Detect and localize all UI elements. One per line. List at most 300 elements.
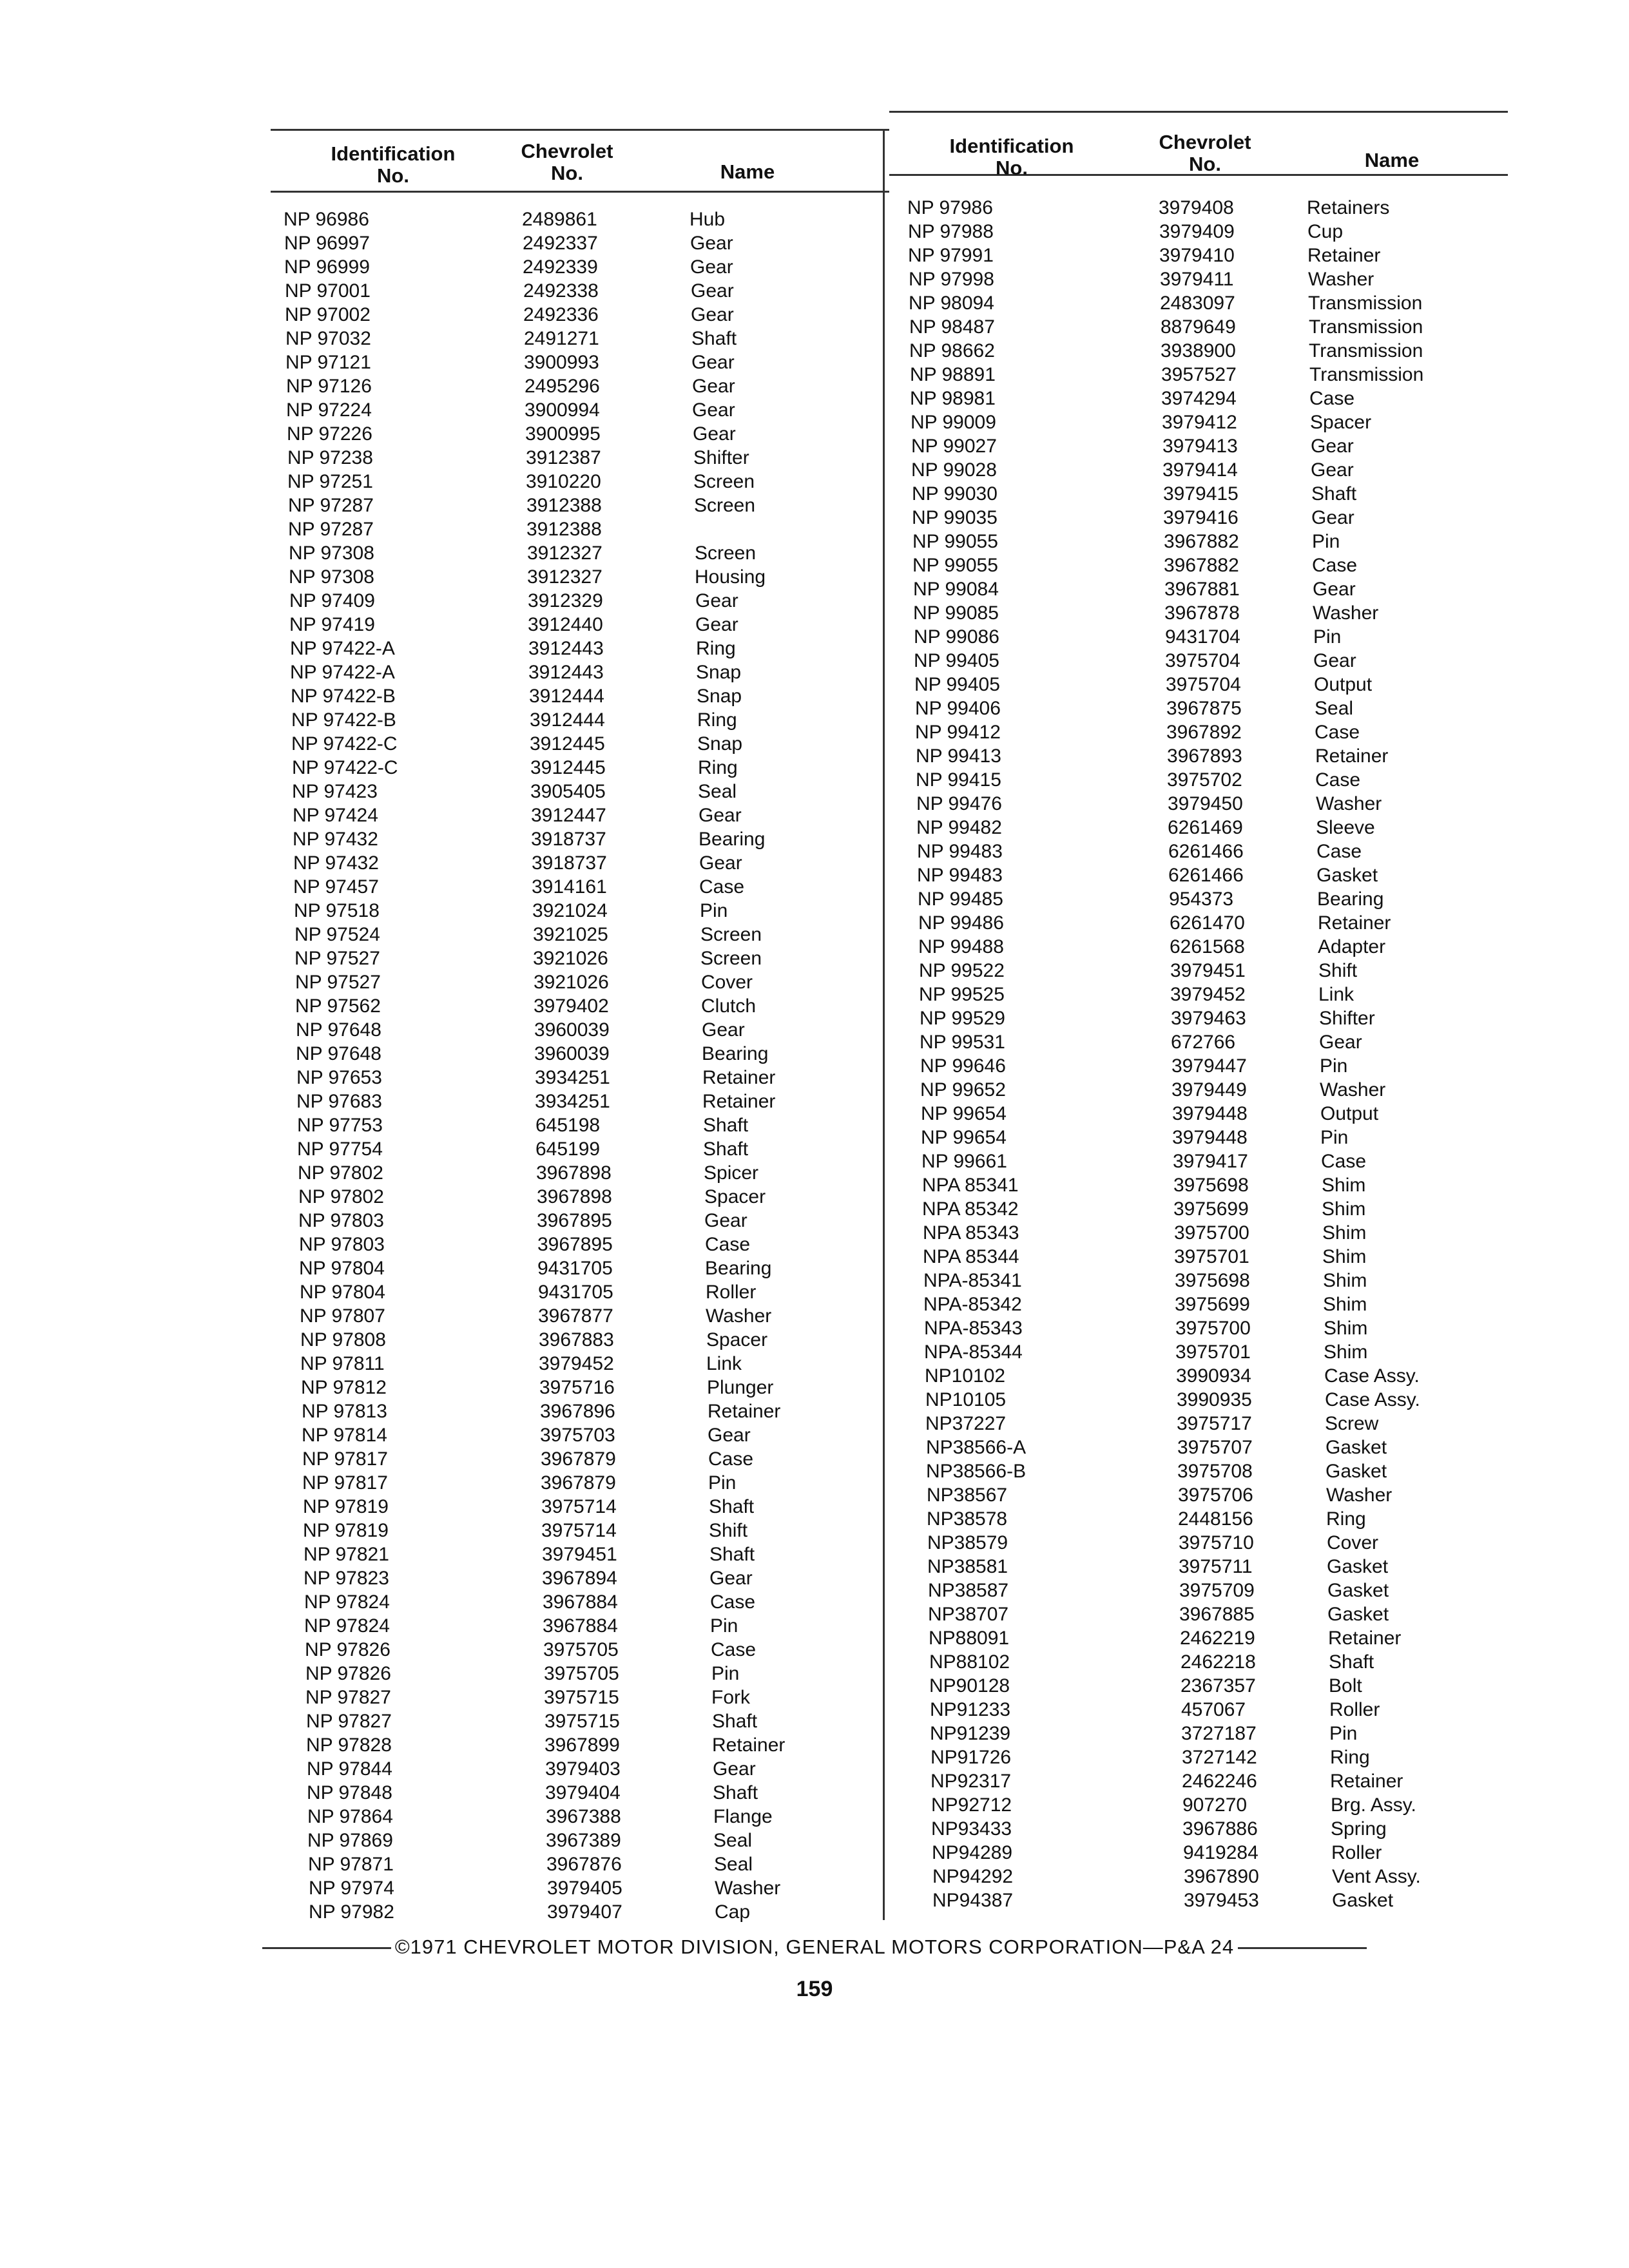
cell-chev: 3975702 — [1167, 769, 1242, 791]
cell-name: Gear — [692, 376, 735, 397]
table-row — [284, 231, 863, 255]
cell-id: NP 99646 — [920, 1055, 1006, 1077]
table-row — [907, 530, 1487, 553]
cell-id: NP 99415 — [916, 769, 1001, 791]
table-row — [907, 1221, 1487, 1245]
footer-right-line — [1238, 1947, 1367, 1949]
left-name-header — [696, 161, 799, 183]
table-row — [907, 506, 1487, 530]
cell-chev: 3979413 — [1162, 436, 1238, 457]
table-row — [284, 1614, 863, 1638]
cell-id: NP 97998 — [909, 269, 994, 290]
cell-name: Case — [1315, 722, 1360, 743]
cell-id: NP94387 — [932, 1890, 1014, 1911]
cell-name: Shift — [709, 1520, 748, 1541]
table-row — [907, 1459, 1487, 1483]
cell-id: NP 97422-C — [292, 757, 398, 778]
table-row — [284, 1471, 863, 1495]
table-row — [284, 1137, 863, 1161]
cell-chev: 6261568 — [1170, 936, 1245, 957]
table-row — [284, 398, 863, 422]
table-row — [907, 697, 1487, 720]
cell-id: NP 99086 — [914, 626, 999, 648]
cell-id: NP 97826 — [305, 1639, 390, 1660]
cell-chev: 3900995 — [525, 423, 601, 445]
cell-chev: 3975710 — [1179, 1532, 1254, 1553]
cell-id: NP 97527 — [294, 948, 380, 969]
right-name-header — [1340, 149, 1443, 171]
cell-id: NP38567 — [927, 1485, 1008, 1506]
cell-chev: 3912388 — [526, 495, 602, 516]
cell-name: Output — [1314, 674, 1373, 695]
cell-chev: 3979409 — [1159, 221, 1235, 242]
table-row — [907, 1078, 1487, 1102]
table-row — [284, 303, 863, 327]
cell-chev: 3938900 — [1161, 340, 1236, 361]
table-row — [907, 1674, 1487, 1698]
cell-chev: 3967882 — [1164, 531, 1239, 552]
table-row — [284, 732, 863, 756]
cell-name: Bearing — [699, 829, 766, 850]
cell-id: NP92317 — [930, 1771, 1012, 1792]
cell-id: NP 97986 — [907, 197, 993, 218]
table-row — [907, 673, 1487, 697]
cell-id: NP 97409 — [289, 590, 375, 611]
cell-name: Cover — [701, 972, 753, 993]
table-row — [284, 1495, 863, 1519]
cell-name: Shim — [1322, 1222, 1367, 1244]
cell-chev: 3979407 — [547, 1901, 622, 1923]
cell-chev: 3975700 — [1174, 1222, 1249, 1244]
cell-id: NP 97864 — [307, 1806, 393, 1827]
cell-name: Washer — [1308, 269, 1374, 290]
cell-chev: 3975701 — [1174, 1246, 1249, 1267]
cell-chev: 3921026 — [533, 948, 608, 969]
table-row — [284, 422, 863, 446]
cell-name: Case — [708, 1448, 754, 1470]
table-row — [284, 255, 863, 279]
cell-chev: 3967878 — [1164, 602, 1240, 624]
cell-chev: 3921024 — [532, 900, 608, 921]
cell-id: NP 97423 — [292, 781, 378, 802]
table-row — [284, 589, 863, 613]
cell-chev: 6261470 — [1170, 912, 1245, 934]
table-row — [907, 625, 1487, 649]
left-name-header-text: Name — [720, 160, 775, 183]
table-row — [284, 541, 863, 565]
cell-id: NPA 85342 — [922, 1198, 1019, 1220]
table-row — [907, 983, 1487, 1006]
table-row — [907, 1149, 1487, 1173]
cell-chev: 3979410 — [1159, 245, 1235, 266]
cell-chev: 3967890 — [1184, 1866, 1259, 1887]
cell-name: Sleeve — [1316, 817, 1375, 838]
cell-name: Shim — [1324, 1341, 1368, 1363]
cell-name: Gear — [695, 614, 738, 635]
cell-id: NP94289 — [932, 1842, 1013, 1863]
cell-name: Ring — [696, 638, 736, 659]
cell-chev: 3967894 — [542, 1568, 617, 1589]
cell-id: NP 97802 — [298, 1162, 383, 1184]
cell-id: NPA 85341 — [922, 1175, 1019, 1196]
cell-chev: 3967893 — [1167, 745, 1242, 767]
cell-id: NP 97848 — [307, 1782, 392, 1803]
table-row — [284, 1256, 863, 1280]
table-row — [284, 1781, 863, 1805]
cell-id: NP 99654 — [921, 1103, 1007, 1124]
cell-chev: 3975700 — [1175, 1318, 1251, 1339]
cell-id: NP88091 — [929, 1628, 1010, 1649]
table-row — [284, 947, 863, 970]
cell-chev: 2367357 — [1181, 1675, 1256, 1696]
table-row — [284, 1423, 863, 1447]
cell-chev: 3967876 — [546, 1854, 622, 1875]
cell-chev: 3967884 — [543, 1615, 618, 1637]
cell-name: Output — [1320, 1103, 1379, 1124]
cell-chev: 6261466 — [1168, 865, 1244, 886]
cell-chev: 3979417 — [1173, 1151, 1248, 1172]
cell-chev: 3975717 — [1177, 1413, 1252, 1434]
cell-chev: 3975703 — [540, 1425, 615, 1446]
cell-id: NP 97562 — [295, 995, 381, 1017]
table-row — [284, 1066, 863, 1090]
cell-id: NP 99483 — [917, 841, 1003, 862]
table-row — [284, 1018, 863, 1042]
cell-chev: 954373 — [1169, 889, 1234, 910]
cell-chev: 3967886 — [1182, 1818, 1258, 1840]
cell-name: Screw — [1325, 1413, 1379, 1434]
cell-name: Cup — [1307, 221, 1344, 242]
cell-id: NP 98094 — [909, 293, 994, 314]
cell-id: NP91233 — [930, 1699, 1011, 1720]
cell-id: NP38587 — [928, 1580, 1009, 1601]
cell-id: NPA 85344 — [923, 1246, 1019, 1267]
cell-chev: 3975704 — [1166, 674, 1241, 695]
cell-chev: 3967881 — [1164, 579, 1240, 600]
cell-id: NP92712 — [931, 1794, 1012, 1816]
cell-name: Seal — [698, 781, 737, 802]
cell-id: NP38566-B — [926, 1461, 1027, 1482]
cell-name: Shaft — [1329, 1651, 1374, 1673]
table-row — [284, 1876, 863, 1900]
cell-chev: 8879649 — [1161, 316, 1236, 338]
cell-id: NP 97457 — [293, 876, 379, 898]
cell-name: Gear — [692, 399, 735, 421]
table-row — [284, 351, 863, 374]
cell-name: Pin — [708, 1472, 737, 1494]
cell-chev: 3727142 — [1182, 1747, 1257, 1768]
cell-chev: 3979452 — [1170, 984, 1246, 1005]
cell-chev: 2492336 — [523, 304, 599, 325]
cell-chev: 6261469 — [1168, 817, 1243, 838]
cell-name: Pin — [1329, 1723, 1358, 1744]
cell-name: Bearing — [1317, 889, 1384, 910]
cell-name: Shifter — [1319, 1008, 1375, 1029]
cell-chev: 3975711 — [1179, 1556, 1253, 1577]
cell-id: NP 96986 — [284, 209, 369, 230]
cell-chev: 3967885 — [1179, 1604, 1255, 1625]
cell-name: Pin — [1312, 531, 1340, 552]
table-row — [907, 220, 1487, 244]
cell-chev: 3979451 — [1170, 960, 1246, 981]
table-row — [284, 374, 863, 398]
cell-name: Gasket — [1327, 1556, 1389, 1577]
cell-chev: 3967875 — [1166, 698, 1242, 719]
cell-chev: 3990935 — [1177, 1389, 1252, 1410]
cell-chev: 3974294 — [1161, 388, 1237, 409]
table-row — [907, 792, 1487, 816]
table-row — [284, 1161, 863, 1185]
table-row — [284, 494, 863, 517]
cell-chev: 3900994 — [525, 399, 600, 421]
cell-chev: 3975716 — [539, 1377, 615, 1398]
cell-chev: 3967898 — [537, 1186, 612, 1207]
cell-name: Gasket — [1325, 1461, 1387, 1482]
cell-chev: 3967884 — [543, 1591, 618, 1613]
cell-id: NP 97432 — [293, 829, 378, 850]
cell-id: NP 97287 — [288, 519, 374, 540]
cell-id: NP 97126 — [286, 376, 372, 397]
cell-name: Link — [1318, 984, 1354, 1005]
cell-id: NP 97819 — [303, 1520, 389, 1541]
cell-id: NP 97287 — [288, 495, 374, 516]
cell-id: NP 99406 — [915, 698, 1001, 719]
table-row — [907, 1364, 1487, 1388]
table-row — [907, 840, 1487, 863]
cell-chev: 3900993 — [524, 352, 599, 373]
table-row — [907, 244, 1487, 267]
cell-chev: 3912444 — [529, 686, 604, 707]
table-row — [907, 1412, 1487, 1436]
cell-id: NP 96997 — [284, 233, 370, 254]
table-row — [284, 613, 863, 637]
table-row — [907, 1745, 1487, 1769]
cell-id: NP10105 — [925, 1389, 1007, 1410]
cell-chev: 3967899 — [545, 1735, 620, 1756]
cell-id: NP 99661 — [921, 1151, 1007, 1172]
cell-name: Cover — [1327, 1532, 1379, 1553]
cell-name: Retainer — [1307, 245, 1381, 266]
table-row — [907, 1555, 1487, 1579]
cell-chev: 3912440 — [528, 614, 603, 635]
cell-id: NP 97804 — [300, 1282, 385, 1303]
cell-name: Washer — [1320, 1079, 1386, 1100]
cell-name: Spicer — [704, 1162, 759, 1184]
cell-name: Gasket — [1327, 1604, 1389, 1625]
cell-name: Gasket — [1327, 1580, 1389, 1601]
table-row — [907, 1817, 1487, 1841]
cell-chev: 3967895 — [537, 1210, 612, 1231]
cell-id: NP 97817 — [302, 1472, 388, 1494]
cell-chev: 3912445 — [530, 733, 605, 754]
cell-id: NP 97308 — [289, 566, 374, 588]
cell-chev: 3912444 — [530, 709, 605, 731]
table-row — [907, 720, 1487, 744]
cell-chev: 3990934 — [1176, 1365, 1251, 1387]
cell-name: Adapter — [1318, 936, 1386, 957]
table-row — [907, 482, 1487, 506]
cell-chev: 2462246 — [1182, 1771, 1257, 1792]
table-row — [284, 1519, 863, 1542]
table-row — [907, 196, 1487, 220]
table-row — [284, 1900, 863, 1924]
table-row — [284, 827, 863, 851]
cell-name: Shaft — [709, 1496, 755, 1517]
table-row — [907, 315, 1487, 339]
table-row — [907, 935, 1487, 959]
cell-id: NP 97991 — [908, 245, 994, 266]
right-chev-header — [1141, 131, 1269, 175]
cell-id: NP 97821 — [304, 1544, 389, 1565]
cell-name: Bearing — [705, 1258, 772, 1279]
table-row — [284, 708, 863, 732]
cell-id: NP 97823 — [304, 1568, 389, 1589]
cell-name: Pin — [711, 1663, 740, 1684]
cell-name: Bearing — [702, 1043, 769, 1064]
cell-chev: 3975715 — [544, 1687, 619, 1708]
cell-chev: 3967895 — [537, 1234, 613, 1255]
table-row — [284, 1399, 863, 1423]
cell-id: NP 97251 — [287, 471, 373, 492]
cell-chev: 3975705 — [544, 1663, 619, 1684]
cell-id: NP38581 — [927, 1556, 1008, 1577]
table-row — [907, 1531, 1487, 1555]
cell-chev: 3912447 — [531, 805, 606, 826]
cell-id: NP 99652 — [920, 1079, 1006, 1100]
cell-name: Retainer — [702, 1091, 776, 1112]
left-chev-header — [503, 140, 631, 184]
cell-id: NP38566-A — [926, 1437, 1027, 1458]
cell-chev: 3979405 — [547, 1878, 622, 1899]
cell-name: Gear — [708, 1425, 751, 1446]
cell-name: Gear — [699, 805, 742, 826]
cell-id: NP 99027 — [911, 436, 997, 457]
table-row — [907, 363, 1487, 387]
cell-name: Washer — [1313, 602, 1379, 624]
table-row — [284, 1042, 863, 1066]
table-row — [907, 1507, 1487, 1531]
cell-name: Pin — [1320, 1127, 1349, 1148]
cell-id: NP 99525 — [919, 984, 1005, 1005]
cell-id: NP 97869 — [307, 1830, 393, 1851]
table-row — [284, 1185, 863, 1209]
table-row — [284, 1352, 863, 1376]
cell-name: Gear — [695, 590, 738, 611]
table-row — [907, 1293, 1487, 1316]
cell-chev: 3912443 — [528, 662, 604, 683]
cell-id: NP 97527 — [295, 972, 381, 993]
cell-name: Shim — [1322, 1175, 1366, 1196]
cell-name: Gear — [699, 852, 742, 874]
cell-id: NP 98891 — [910, 364, 996, 385]
cell-id: NP 99009 — [911, 412, 996, 433]
table-row — [284, 565, 863, 589]
cell-name: Plunger — [707, 1377, 774, 1398]
cell-chev: 3979415 — [1163, 483, 1239, 505]
table-row — [907, 1245, 1487, 1269]
table-row — [284, 1304, 863, 1328]
cell-chev: 3975699 — [1175, 1294, 1250, 1315]
right-name-header-text: Name — [1364, 149, 1420, 171]
cell-chev: 2495296 — [525, 376, 600, 397]
cell-chev: 645199 — [535, 1139, 601, 1160]
cell-name: Case — [1316, 841, 1362, 862]
cell-id: NP 97648 — [296, 1019, 381, 1041]
cell-chev: 907270 — [1182, 1794, 1248, 1816]
cell-name: Shaft — [703, 1139, 749, 1160]
cell-id: NP 97518 — [294, 900, 380, 921]
cell-name: Gear — [691, 352, 735, 373]
cell-name: Washer — [706, 1305, 772, 1327]
cell-id: NP 99412 — [915, 722, 1001, 743]
cell-name: Pin — [1320, 1055, 1348, 1077]
table-row — [284, 1757, 863, 1781]
cell-chev: 3975707 — [1177, 1437, 1253, 1458]
column-divider — [883, 129, 885, 1920]
cell-name: Retainer — [712, 1735, 786, 1756]
cell-id: NP 97226 — [287, 423, 372, 445]
table-row — [907, 768, 1487, 792]
footer-left-line — [262, 1947, 391, 1949]
table-row — [907, 577, 1487, 601]
table-row — [907, 744, 1487, 768]
cell-id: NP 97827 — [305, 1687, 391, 1708]
cell-id: NP 99413 — [916, 745, 1001, 767]
table-row — [907, 1054, 1487, 1078]
cell-id: NP 97826 — [305, 1663, 391, 1684]
cell-name: Clutch — [701, 995, 757, 1017]
cell-id: NP 97827 — [306, 1711, 392, 1732]
table-row — [284, 470, 863, 494]
cell-chev: 3979402 — [534, 995, 609, 1017]
cell-name: Ring — [1326, 1508, 1366, 1530]
cell-name: Shaft — [703, 1115, 749, 1136]
cell-name: Shim — [1322, 1198, 1366, 1220]
table-row — [284, 1638, 863, 1662]
table-row — [284, 1686, 863, 1709]
cell-name: Transmission — [1308, 293, 1423, 314]
cell-chev: 3934251 — [535, 1067, 610, 1088]
cell-chev: 3967389 — [546, 1830, 621, 1851]
table-row — [907, 1173, 1487, 1197]
cell-name: Retainer — [1328, 1628, 1402, 1649]
table-row — [284, 1113, 863, 1137]
cell-chev: 3979463 — [1171, 1008, 1246, 1029]
table-row — [907, 291, 1487, 315]
table-row — [907, 1626, 1487, 1650]
cell-chev: 3727187 — [1181, 1723, 1257, 1744]
table-row — [284, 660, 863, 684]
cell-chev: 3979451 — [542, 1544, 617, 1565]
cell-chev: 3967879 — [541, 1448, 616, 1470]
cell-name: Screen — [695, 543, 757, 564]
cell-name: Transmission — [1309, 340, 1423, 361]
cell-name: Brg. Assy. — [1331, 1794, 1416, 1816]
cell-chev: 3910220 — [526, 471, 601, 492]
cell-chev: 2492337 — [523, 233, 598, 254]
table-row — [907, 959, 1487, 983]
cell-chev: 3967883 — [539, 1329, 614, 1350]
cell-name: Gear — [1313, 650, 1356, 671]
cell-chev: 3967882 — [1164, 555, 1239, 576]
cell-name: Gear — [1319, 1032, 1362, 1053]
cell-name: Screen — [693, 471, 755, 492]
cell-chev: 672766 — [1171, 1032, 1236, 1053]
table-row — [907, 1483, 1487, 1507]
table-row — [907, 1722, 1487, 1745]
cell-chev: 6261466 — [1168, 841, 1244, 862]
cell-chev: 3979403 — [545, 1758, 621, 1780]
